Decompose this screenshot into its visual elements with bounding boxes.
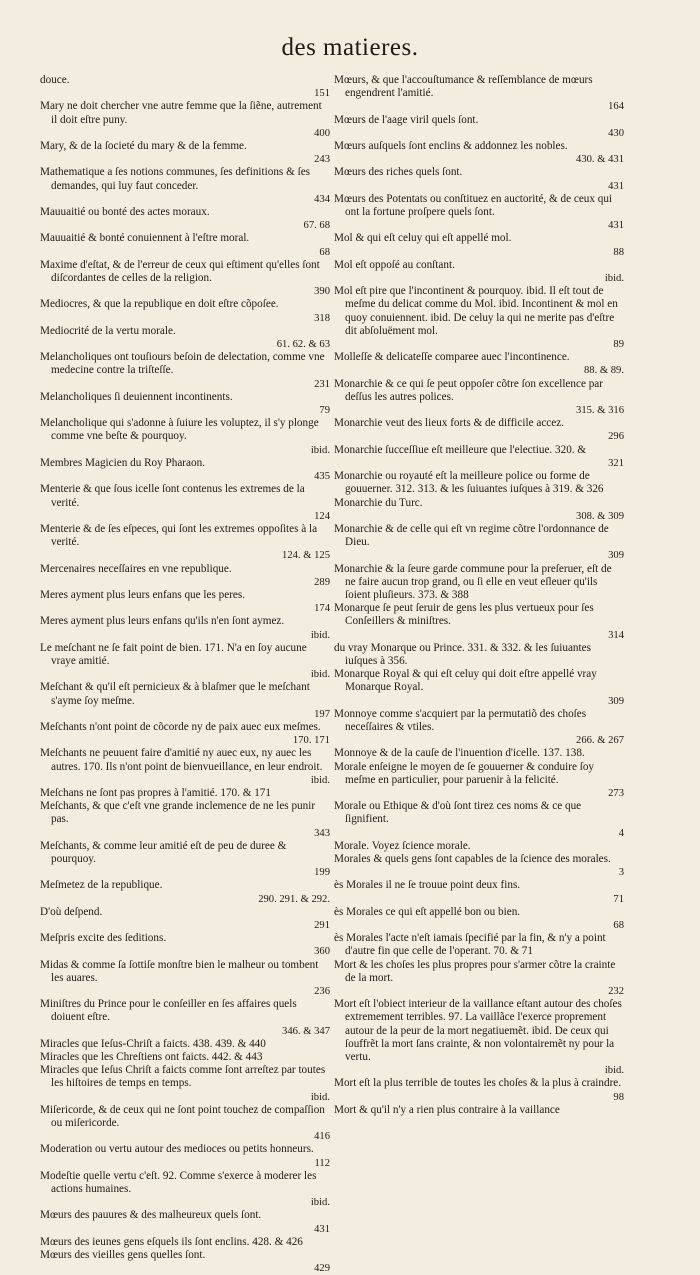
index-entry — [40, 391, 330, 417]
index-entry-text: Monarchie & ce qui ſe peut oppoſer cõtre ſon excellence par deſſus les autres polices. — [334, 377, 604, 403]
index-entry — [334, 232, 624, 258]
index-entry-text: Miracles que Ieſus-Chriſt a faicts. 438. 439. & 440 — [40, 1037, 266, 1050]
index-entry — [40, 906, 330, 932]
index-entry-text: Moderation ou vertu autour des medioces ou petits honneurs. — [40, 1143, 314, 1156]
index-entry-page-ref: ibid. — [604, 1065, 624, 1077]
index-entry-page-ref: 236 — [314, 986, 330, 998]
index-entry — [40, 1143, 330, 1169]
index-entry-text: Mathematique a ſes notions communes, ſes definitions & ſes demandes, qui luy faut conceder. — [40, 166, 311, 192]
index-entry-page-ref: 61. 62. & 63 — [276, 339, 330, 351]
index-entry-text: Mary ne doit chercher vne autre femme que la ſiẽne, autrement il doit eſtre puny. — [40, 100, 322, 126]
index-entry — [334, 800, 624, 840]
index-entry-page-ref: 112 — [314, 1157, 330, 1169]
index-entry — [40, 1104, 330, 1144]
index-entry — [334, 417, 624, 443]
index-entry — [40, 298, 330, 324]
index-entry-page-ref: 124. & 125 — [282, 550, 330, 562]
index-entry-page-ref: ibid. — [310, 1091, 330, 1103]
index-entry-page-ref: ibid. — [310, 669, 330, 681]
index-entry — [334, 114, 624, 140]
index-column-right — [334, 74, 624, 1117]
index-entry-text: Monarchie & la ſeure garde commune pour la preſeruer, eſt de ne faire aucun trop grand, ou ſi elle en veut eſleuer qu'ils ſoient pluſieurs. 373. & 388 — [334, 562, 612, 601]
page-header-title: des matieres. — [281, 34, 419, 61]
index-entry-text: Meſchans ne ſont pas propres à l'amitié. 170. & 171 — [40, 786, 271, 799]
index-entry-page-ref: 321 — [608, 457, 624, 469]
index-entry — [40, 1038, 330, 1051]
index-entry — [40, 998, 330, 1038]
index-entry — [40, 787, 330, 800]
index-entry-text: Morale ou Ethique & d'où ſont tirez ces noms & ce que ſignifient. — [334, 800, 582, 826]
index-entry-page-ref: 174 — [314, 603, 330, 615]
index-entry — [334, 523, 624, 563]
index-entry — [334, 285, 624, 351]
index-entry-page-ref: 390 — [314, 286, 330, 298]
index-entry-text: Mediocres, & que la republique en doit eſtre cõpoſee. — [40, 298, 279, 311]
index-entry — [40, 800, 330, 840]
index-entry-page-ref: ibid. — [604, 273, 624, 285]
index-entry-text: Melancholiques ont touſiours beſoin de delectation, comme vne medecine contre la triſteſſe. — [40, 351, 325, 377]
index-entry-page-ref: ibid. — [310, 444, 330, 456]
index-entry-text: Miracles que Ieſus Chriſt a faicts comme ſont arreſtez par toutes les hiſtoires de temps en temps. — [40, 1064, 326, 1090]
index-entry-text: Miniſtres du Prince pour le conſeiller en ſes affaires quels doiuent eſtre. — [40, 998, 297, 1024]
index-entry — [334, 959, 624, 999]
index-entry — [40, 100, 330, 140]
index-entry-page-ref: 308. & 309 — [576, 510, 624, 522]
index-entry-page-ref: 199 — [314, 867, 330, 879]
index-entry-text: D'où deſpend. — [40, 905, 103, 918]
index-entry-text: Mort & les choſes les plus propres pour s'armer cõtre la crainte de la mort. — [334, 958, 616, 984]
index-entry — [40, 681, 330, 721]
index-entry-page-ref: 435 — [314, 471, 330, 483]
index-entry — [334, 470, 624, 496]
index-entry-page-ref: 170. 171 — [292, 735, 330, 747]
index-entry — [40, 1249, 330, 1275]
index-entry-page-ref: 314 — [608, 629, 624, 641]
index-entry-text: Monnoye & de la cauſe de l'inuention d'icelle. 137. 138. — [334, 747, 585, 760]
index-entry-page-ref: 309 — [608, 550, 624, 562]
index-entry-text: Mary, & de la ſocieté du mary & de la femme. — [40, 140, 247, 153]
index-entry — [334, 602, 624, 642]
index-entry — [40, 1051, 330, 1064]
index-entry-page-ref: 290. 291. & 292. — [258, 893, 330, 905]
index-entry-text: Meſchant & qu'il eſt pernicieux & à blaſmer que le meſchant s'ayme ſoy meſme. — [40, 681, 310, 707]
index-entry-text: Membres Magicien du Roy Pharaon. — [40, 456, 205, 469]
index-entry-page-ref: 232 — [608, 986, 624, 998]
index-entry-text: Meſchants, & que c'eſt vne grande inclemence de ne les punir pas. — [40, 800, 316, 826]
index-entry — [40, 417, 330, 457]
index-entry — [334, 193, 624, 233]
index-entry — [40, 457, 330, 483]
index-entry — [334, 708, 624, 748]
index-entry-text: Mediocrité de la vertu morale. — [40, 324, 176, 337]
index-entry-page-ref: 4 — [618, 827, 624, 839]
index-entry — [40, 166, 330, 206]
index-entry-text: Morales & quels gens ſont capables de la ſcience des morales. — [334, 852, 611, 865]
index-entry — [334, 642, 624, 668]
index-entry-page-ref: 360 — [314, 946, 330, 958]
index-entry-page-ref: 291 — [314, 920, 330, 931]
index-entry-text: Mœurs des riches quels ſont. — [334, 166, 463, 179]
index-entry-text: Mort eſt l'obiect interieur de la vaillance eſtant autour des choſes extremement terribles. 97. La vaillãce l'exerce proprement autour de la peur de la mort negatiuemẽt. ibid. De ceux qui ſouffrẽt la mort ſans crainte, & non volontairemẽt ny pour la vertu. — [334, 998, 622, 1064]
index-entry-page-ref: 243 — [314, 154, 330, 166]
index-entry-text: Monarchie & de celle qui eſt vn regime cõtre l'ordonnance de Dieu. — [334, 522, 609, 549]
index-entry-page-ref: 430 — [608, 127, 624, 139]
index-entry — [40, 232, 330, 258]
index-entry-page-ref: 151 — [314, 88, 330, 100]
index-entry-text: Menterie & que ſous icelle ſont contenus les extremes de la verité. — [40, 483, 305, 509]
index-entry — [40, 325, 330, 351]
index-entry — [40, 483, 330, 523]
index-entry-text: Monarchie ſucceſſiue eſt meilleure que l'electiue. 320. & — [334, 443, 587, 456]
index-entry-page-ref: 434 — [314, 193, 330, 205]
index-entry-page-ref: 231 — [314, 378, 330, 390]
index-entry — [334, 668, 624, 708]
index-entry-text: Midas & comme ſa ſottiſe monſtre bien le malheur ou tombent les auares. — [40, 958, 319, 984]
index-entry-text: Mœurs de l'aage viril quels ſont. — [334, 113, 479, 126]
index-entry-page-ref: 346. & 347 — [282, 1025, 330, 1037]
index-entry — [334, 761, 624, 801]
index-entry-text: Meſpris excite des ſeditions. — [40, 932, 167, 945]
index-entry-text: Mœurs, & que l'accouſtumance & reſſemblance de mœurs engendrent l'amitié. — [334, 74, 593, 100]
index-entry-text: Mercenaires neceſſaires en vne republique. — [40, 562, 232, 575]
index-entry — [40, 589, 330, 615]
index-entry-text: Mœurs des Potentats ou conſtituez en auctorité, & de ceux qui ont la fortune proſpere quels ſont. — [334, 192, 613, 219]
index-entry — [40, 615, 330, 641]
index-entry-page-ref: 88. & 89. — [583, 365, 624, 377]
index-entry-page-ref: 164 — [608, 101, 624, 113]
index-entry — [334, 351, 624, 377]
index-entry — [334, 879, 624, 905]
index-entry-page-ref: 89 — [613, 339, 624, 351]
index-entry-text: Morale. Voyez ſcience morale. — [334, 839, 471, 852]
index-entry — [334, 563, 624, 603]
index-entry-page-ref: 315. & 316 — [576, 405, 624, 417]
index-entry — [40, 206, 330, 232]
index-entry — [40, 1209, 330, 1235]
index-entry-page-ref: 68 — [613, 920, 624, 931]
index-entry — [40, 840, 330, 880]
index-entry-text: ès Morales il ne ſe trouue point deux fins. — [334, 879, 521, 892]
index-entry — [334, 840, 624, 853]
index-entry-text: Melancholiques ſi deuiennent incontinents. — [40, 390, 233, 403]
index-entry-page-ref: 431 — [608, 180, 624, 192]
index-entry-text: Meres ayment plus leurs enfans qu'ils n'en ſont aymez. — [40, 615, 285, 628]
index-entry-text: Mauuaitié ou bonté des actes moraux. — [40, 206, 210, 219]
index-entry — [334, 497, 624, 523]
index-entry-text: Monarque ſe peut ſeruir de gens les plus vertueux pour ſes Conſeillers & miniſtres. — [334, 602, 594, 628]
index-entry — [40, 351, 330, 391]
index-entry-text: Monnoye comme s'acquiert par la permutatiõ des choſes neceſſaires & vtiles. — [334, 707, 587, 733]
index-entry — [40, 523, 330, 563]
index-entry-text: Menterie & de ſes eſpeces, qui ſont les extremes oppoſites à la verité. — [40, 522, 318, 549]
index-entry-page-ref: ibid. — [310, 774, 330, 786]
index-entry-page-ref: 429 — [314, 1263, 330, 1275]
index-entry — [334, 747, 624, 760]
index-entry-page-ref: 400 — [314, 127, 330, 139]
index-entry-page-ref: 273 — [608, 787, 624, 799]
index-entry-page-ref: 431 — [314, 1223, 330, 1235]
index-entry-text: ès Morales l'acte n'eſt iamais ſpecifié par la fin, & n'y a point d'autre fin que celle de l'operant. 70. & 71 — [334, 932, 606, 958]
index-entry-page-ref: 88 — [613, 246, 624, 258]
index-entry-page-ref: 430. & 431 — [576, 154, 624, 166]
index-entry-text: Mœurs des ieunes gens eſquels ils ſont enclins. 428. & 426 — [40, 1235, 303, 1248]
index-entry — [334, 166, 624, 192]
index-entry-text: Mol eſt oppoſé au conſtant. — [334, 258, 455, 271]
index-entry-text: Le meſchant ne ſe fait point de bien. 171. N'a en ſoy aucune vraye amitié. — [40, 641, 307, 667]
index-entry-page-ref: ibid. — [310, 629, 330, 641]
index-entry — [40, 642, 330, 682]
index-entry-page-ref: 124 — [314, 510, 330, 522]
index-entry-page-ref: 296 — [608, 431, 624, 443]
index-entry-page-ref: ibid. — [310, 1197, 330, 1209]
index-entry-text: du vray Monarque ou Prince. 331. & 332. & les ſuiuantes iuſques à 356. — [334, 641, 591, 667]
index-entry — [40, 721, 330, 747]
index-entry-text: Meres ayment plus leurs enfans que les peres. — [40, 588, 246, 601]
index-entry — [40, 74, 330, 100]
index-entry-text: Mœurs des pauures & des malheureux quels ſont. — [40, 1209, 262, 1222]
index-entry — [40, 1170, 330, 1210]
index-entry-text: ès Morales ce qui eſt appellé bon ou bien. — [334, 905, 521, 918]
index-entry-text: Monarchie ou royauté eſt la meilleure police ou forme de gouuerner. 312. 313. & les ſuiuantes iuſques à 319. & 326 — [334, 470, 604, 496]
index-entry-page-ref: 266. & 267 — [576, 735, 624, 747]
index-entry-text: Morale enſeigne le moyen de ſe gouuerner & conduire ſoy meſme en particulier, pour paruenir à la felicité. — [334, 760, 595, 786]
index-entry-text: Monarchie du Turc. — [334, 496, 423, 509]
index-entry-page-ref: 67. 68 — [303, 220, 330, 232]
index-entry-text: Meſchants n'ont point de cõcorde ny de paix auec eux meſmes. — [40, 720, 321, 733]
index-entry-text: Maxime d'eſtat, & de l'erreur de ceux qui eſtiment qu'elles ſont diſcordantes de celles de la religion. — [40, 258, 320, 285]
index-entry — [334, 259, 624, 285]
index-entry — [334, 853, 624, 879]
index-entry — [40, 879, 330, 905]
index-entry-page-ref: 416 — [314, 1131, 330, 1143]
index-entry-page-ref: 68 — [319, 246, 330, 258]
index-entry-page-ref: 197 — [314, 708, 330, 720]
index-entry-text: Miracles que les Chreſtiens ont faicts. 442. & 443 — [40, 1051, 263, 1064]
index-entry — [40, 259, 330, 299]
index-entry-text: Monarque Royal & qui eſt celuy qui doit eſtre appellé vray Monarque Royal. — [334, 668, 597, 694]
index-entry-page-ref: 79 — [319, 405, 330, 417]
index-entry-page-ref: 289 — [314, 576, 330, 588]
index-entry — [40, 140, 330, 166]
index-entry-text: Melancholique qui s'adonne à ſuiure les voluptez, il s'y plonge comme vne beſte & pourquoy. — [40, 417, 319, 443]
index-entry — [334, 932, 624, 958]
index-entry-text: Mol & qui eſt celuy qui eſt appellé mol. — [334, 232, 512, 245]
index-entry — [334, 444, 624, 470]
index-entry-text: Monarchie veut des lieux forts & de difficile accez. — [334, 417, 564, 430]
index-entry-text: Mœurs auſquels ſont enclins & addonnez les nobles. — [334, 140, 568, 153]
index-entry — [40, 747, 330, 787]
index-column-left — [40, 74, 330, 1275]
index-entry — [334, 378, 624, 418]
index-entry-page-ref: 98 — [613, 1091, 624, 1103]
index-entry — [40, 563, 330, 589]
index-entry-page-ref: 71 — [613, 893, 624, 905]
index-entry-page-ref: 318 — [314, 312, 330, 324]
index-entry — [334, 906, 624, 932]
index-entry — [40, 1064, 330, 1104]
index-entry — [334, 74, 624, 114]
index-entry — [334, 140, 624, 166]
index-entry-text: Modeſtie quelle vertu c'eſt. 92. Comme s'exerce à moderer les actions humaines. — [40, 1169, 317, 1196]
index-entry-text: Mol eſt pire que l'incontinent & pourquoy. ibid. Il eſt tout de meſme du delicat comme du Mol. ibid. Incontinent & mol en quoy conuiennent. ibid. De celuy la qui ne merite pas d'eſtre dit abſoluëment mol. — [334, 285, 618, 337]
index-entry-page-ref: 309 — [608, 695, 624, 707]
index-entry-page-ref: 3 — [618, 867, 624, 879]
index-entry — [40, 932, 330, 958]
index-entry — [334, 1077, 624, 1103]
index-entry-text: Mort eſt la plus terrible de toutes les choſes & la plus à craindre. — [334, 1077, 622, 1090]
index-entry-text: Molleſſe & delicateſſe comparee auec l'incontinence. — [334, 351, 570, 364]
index-entry — [334, 1104, 624, 1117]
index-entry-text: Meſchants ne peuuent faire d'amitié ny auec eux, ny auec les autres. 170. Ils n'ont point de bienvueillance, en leur endroit. — [40, 747, 323, 773]
index-entry-text: Mœurs des vieilles gens quelles ſont. — [40, 1249, 206, 1262]
index-entry-page-ref: 343 — [314, 827, 330, 839]
index-entry-text: Mort & qu'il n'y a rien plus contraire à la vaillance — [334, 1103, 560, 1116]
index-entry-page-ref: 431 — [608, 220, 624, 232]
index-entry-text: douce. — [40, 74, 70, 86]
index-entry — [40, 959, 330, 999]
index-entry-text: Miſericorde, & de ceux qui ne ſont point touchez de compaſſion ou miſericorde. — [40, 1103, 325, 1130]
index-entry-text: Mauuaitié & bonté conuiennent à l'eſtre moral. — [40, 232, 250, 245]
index-entry-text: Meſchants, & comme leur amitié eſt de peu de duree & pourquoy. — [40, 839, 287, 865]
index-entry — [40, 1236, 330, 1249]
index-entry — [334, 998, 624, 1077]
index-entry-text: Meſmetez de la republique. — [40, 879, 163, 892]
